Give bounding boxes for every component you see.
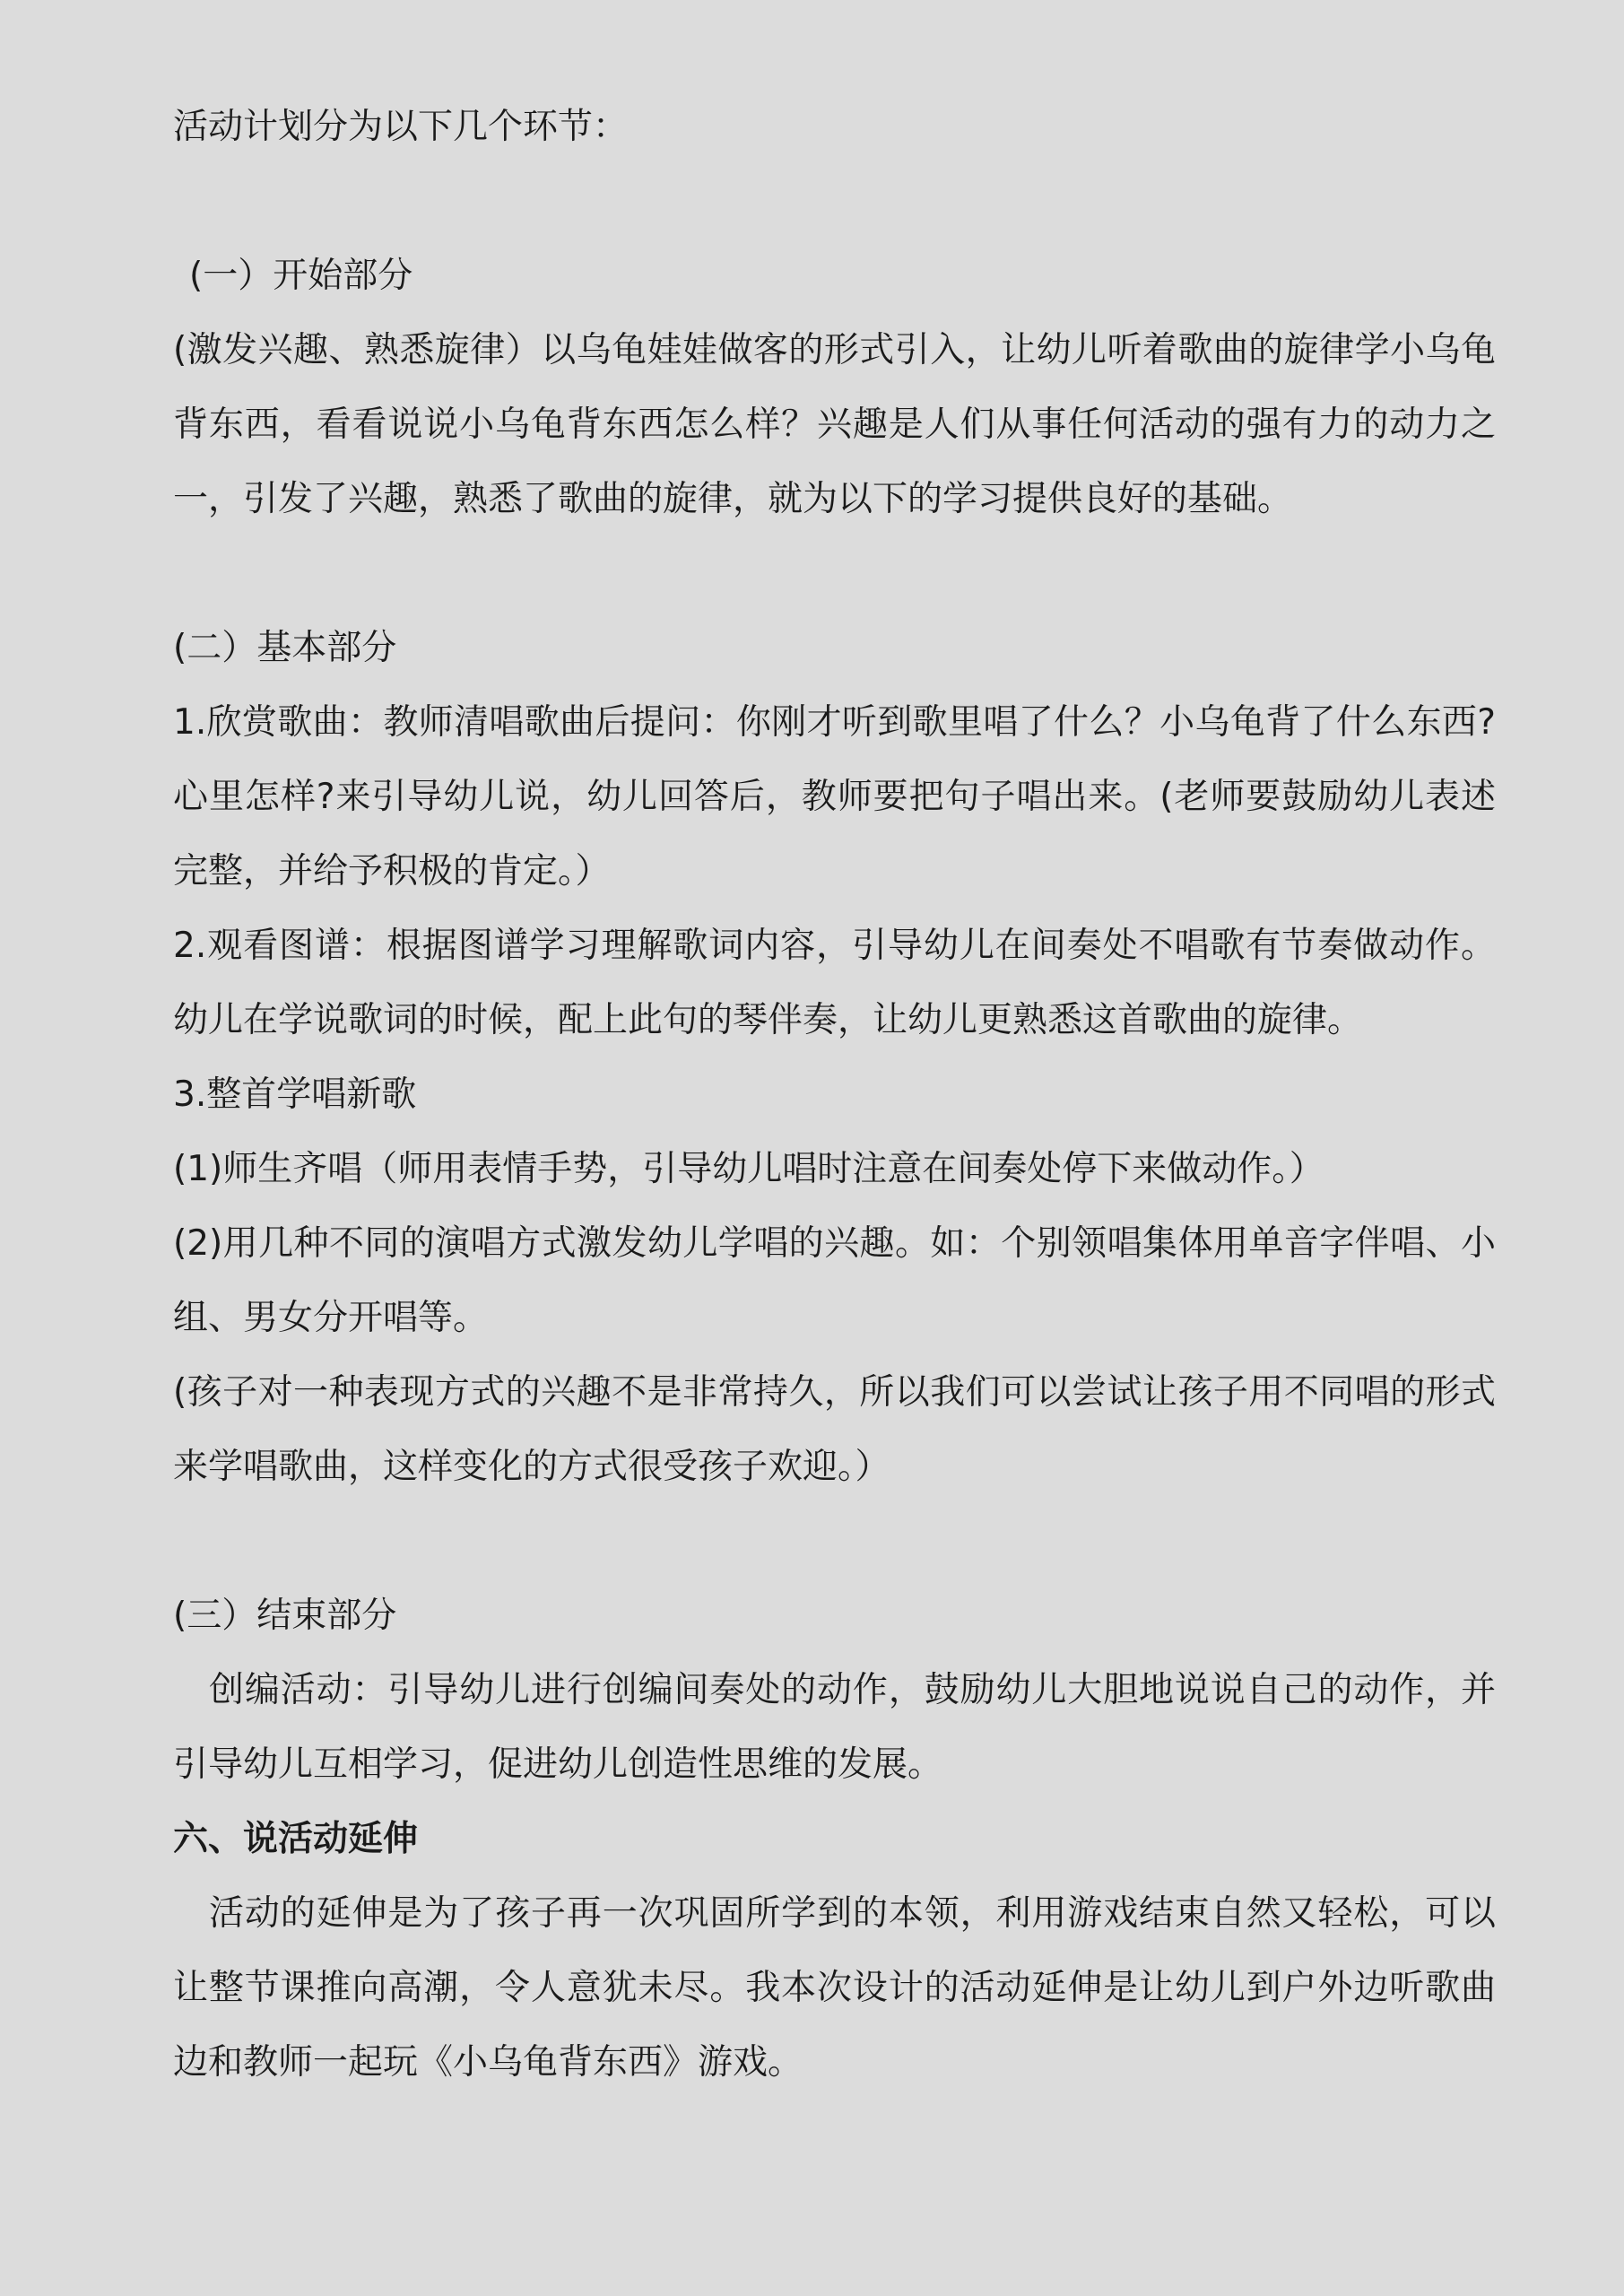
section-2-subitem-2: (2)用几种不同的演唱方式激发幼儿学唱的兴趣。如：个别领唱集体用单音字伴唱、小组、男女分开唱等。: [173, 1223, 1496, 1338]
section-2-heading: (二）基本部分: [173, 628, 397, 668]
section-2-subitem-1: (1)师生齐唱（师用表情手势，引导幼儿唱时注意在间奏处停下来做动作。）: [173, 1149, 1324, 1189]
section-2-item-2: 2.观看图谱：根据图谱学习理解歌词内容，引导幼儿在间奏处不唱歌有节奏做动作。幼儿在学说歌词的时候，配上此句的琴伴奏，让幼儿更熟悉这首歌曲的旋律。: [173, 926, 1496, 1040]
section-2-note: (孩子对一种表现方式的兴趣不是非常持久，所以我们可以尝试让孩子用不同唱的形式来学唱歌曲，这样变化的方式很受孩子欢迎。）: [173, 1372, 1496, 1487]
section-2-item-3: 3.整首学唱新歌: [173, 1074, 417, 1115]
section-6-paragraph: 活动的延伸是为了孩子再一次巩固所学到的本领，利用游戏结束自然又轻松，可以让整节课推向高潮，令人意犹未尽。我本次设计的活动延伸是让幼儿到户外边听歌曲边和教师一起玩《小乌龟背东西》游戏。: [173, 1893, 1496, 2083]
section-1-paragraph: (激发兴趣、熟悉旋律）以乌龟娃娃做客的形式引入，让幼儿听着歌曲的旋律学小乌龟背东西，看看说说小乌龟背东西怎么样？兴趣是人们从事任何活动的强有力的动力之一，引发了兴趣，熟悉了歌曲的旋律，就为以下的学习提供良好的基础。: [173, 330, 1496, 519]
intro-line: 活动计划分为以下几个环节：: [173, 107, 629, 147]
section-3-paragraph: 创编活动：引导幼儿进行创编间奏处的动作，鼓励幼儿大胆地说说自己的动作，并引导幼儿互相学习，促进幼儿创造性思维的发展。: [173, 1670, 1496, 1785]
section-3-heading: (三）结束部分: [173, 1596, 397, 1636]
section-2-item-1: 1.欣赏歌曲：教师清唱歌曲后提问：你刚才听到歌里唱了什么？小乌龟背了什么东西?心里怎样?来引导幼儿说，幼儿回答后，教师要把句子唱出来。(老师要鼓励幼儿表述完整，并给予积极的肯定。）: [173, 702, 1496, 891]
document-body: [173, 90, 1496, 2100]
section-6-heading: 六、说活动延伸: [173, 1819, 419, 1859]
section-1-heading: (一）开始部分: [189, 256, 413, 296]
